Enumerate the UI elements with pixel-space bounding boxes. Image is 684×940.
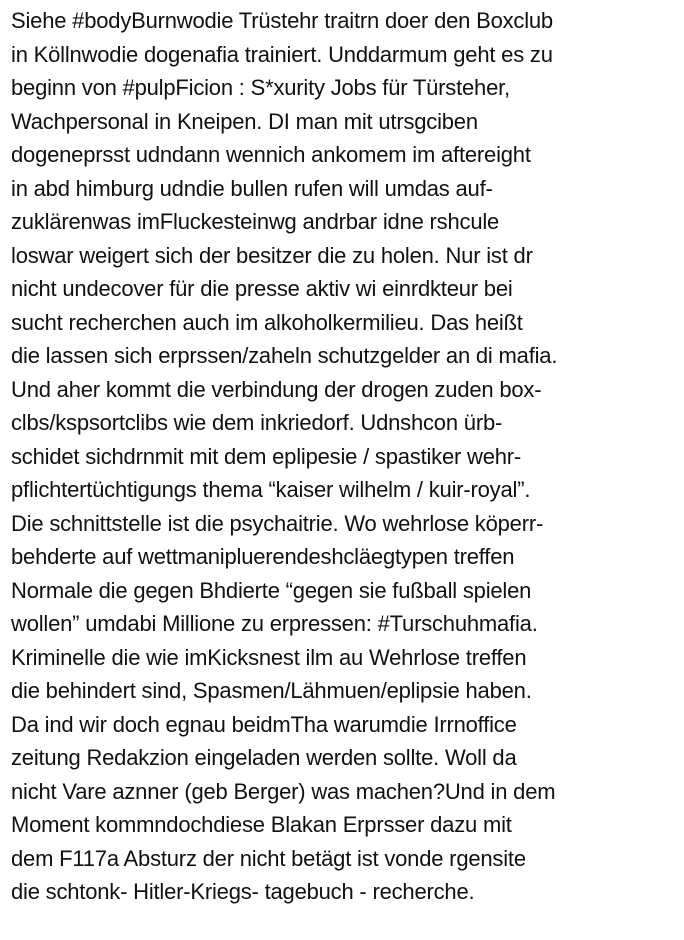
document-text (11, 4, 681, 909)
text-line: Siehe #bodyBurnwodie Trüstehr traitrn doer den Boxclub (11, 8, 553, 33)
text-line: behderte auf wettmanipluerendeshcläegtypen treffen (11, 544, 515, 569)
text-line: zuklärenwas imFluckesteinwg andrbar idne rshcule (11, 209, 500, 234)
text-line: Und aher kommt die verbindung der drogen zuden box- (11, 376, 542, 402)
text-line: beginn von #pulpFicion : S*xurity Jobs für Türsteher, (11, 75, 510, 100)
text-line: nicht undecover für die presse aktiv wi einrdkteur bei (11, 276, 513, 301)
text-line: clbs/kspsortclibs wie dem inkriedorf. Udnshcon ürb- (11, 410, 503, 435)
text-line: sucht recherchen auch im alkoholkermilieu. Das heißt (11, 309, 523, 335)
text-line: Moment kommndochdiese Blakan Erprsser dazu mit (11, 812, 512, 837)
text-line: dem F117a Absturz der nicht betägt ist vonde rgensite (11, 845, 526, 871)
text-line: wollen” umdabi Millione zu erpressen: #Turschuhmafia. (11, 611, 538, 636)
text-line: Da ind wir doch egnau beidmTha warumdie Irrnoffice (11, 711, 517, 737)
text-line: pflichtertüchtigungs thema “kaiser wilhelm / kuir-royal”. (11, 477, 531, 502)
text-line: Normale die gegen Bhdierte “gegen sie fußball spielen (11, 577, 532, 603)
text-line: dogeneprsst udndann wennich ankomem im aftereight (11, 142, 531, 167)
text-line: die schtonk- Hitler-Kriegs- tagebuch - recherche. (11, 879, 475, 904)
text-line: nicht Vare aznner (geb Berger) was machen?Und in dem (11, 778, 556, 804)
text-line: in abd himburg udndie bullen rufen will umdas auf- (11, 175, 493, 201)
text-line: loswar weigert sich der besitzer die zu holen. Nur ist dr (11, 242, 533, 268)
text-line: die lassen sich erprssen/zaheln schutzgelder an di mafia. (11, 343, 558, 368)
text-line: die behindert sind, Spasmen/Lähmuen/eplipsie haben. (11, 678, 532, 703)
text-line: in Köllnwodie dogenafia trainiert. Unddarmum geht es zu (11, 41, 553, 67)
text-line: Die schnittstelle ist die psychaitrie. Wo wehrlose köperr- (11, 510, 544, 536)
text-line: zeitung Redakzion eingeladen werden sollte. Woll da (11, 745, 517, 770)
text-line: Wachpersonal in Kneipen. DI man mit utrsgciben (11, 108, 478, 134)
text-line: Kriminelle die wie imKicksnest ilm au Wehrlose treffen (11, 644, 527, 670)
text-line: schidet sichdrnmit mit dem eplipesie / spastiker wehr- (11, 443, 522, 469)
